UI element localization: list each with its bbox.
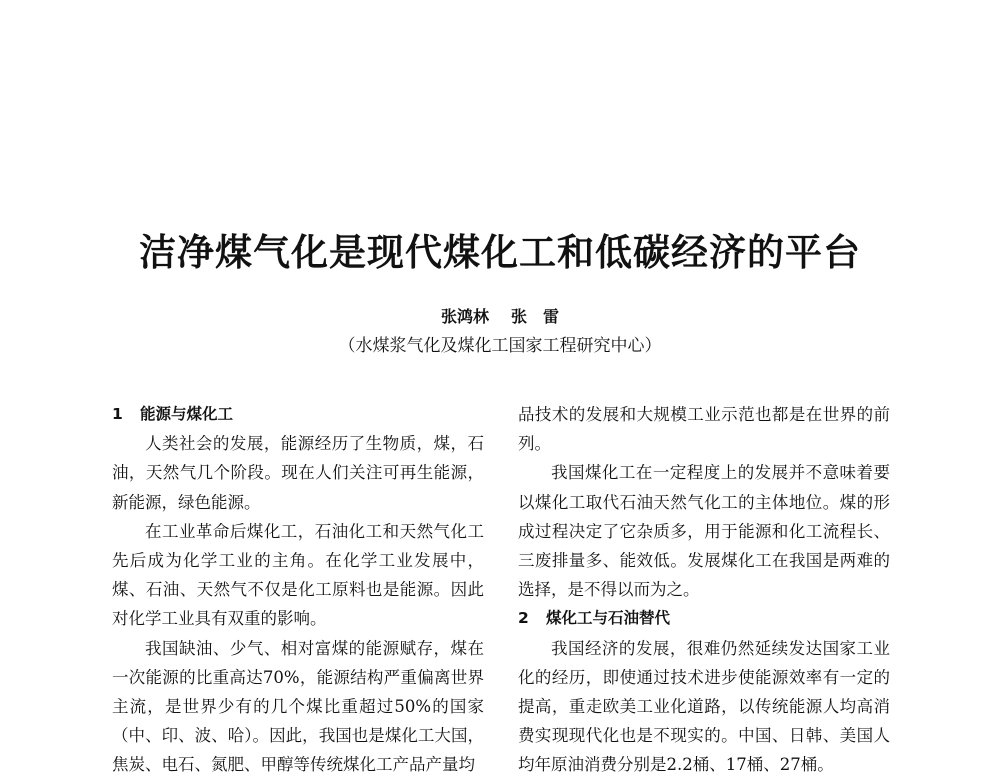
section-heading	[112, 400, 484, 429]
left-column	[112, 400, 484, 780]
paragraph: 我国缺油、少气、相对富煤的能源赋存，煤在一次能源的比重高达70%，能源结构严重偏离世界主流，是世界少有的几个煤比重超过50%的国家（中、印、波、哈）。因此，我国也是煤化工大国，焦炭、电石、氮肥、甲醇等传统煤化工产品产量均	[112, 638, 484, 775]
paragraph: 在工业革命后煤化工，石油化工和天然气化工先后成为化学工业的主角。在化学工业发展中，煤、石油、天然气不仅是化工原料也是能源。因此对化学工业具有双重的影响。	[112, 521, 484, 629]
author-name: 张 雷	[511, 307, 560, 326]
affiliation: （水煤浆气化及煤化工国家工程研究中心）	[338, 336, 662, 356]
paragraph-continuation: 品技术的发展和大规模工业示范也都是在世界的前列。	[518, 405, 890, 454]
right-column	[518, 400, 890, 780]
paragraph: 我国经济的发展，很难仍然延续发达国家工业化的经历，即使通过技术进步使能源效率有一定的提高，重走欧美工业化道路，以传统能源人均高消费实现现代化也是不现实的。中国、日韩、美国人均年原油消费分别是2.2桶、17桶、27桶。	[518, 638, 890, 775]
article-title: 洁净煤气化是现代煤化工和低碳经济的平台	[139, 230, 861, 274]
paragraph: 我国煤化工在一定程度上的发展并不意味着要以煤化工取代石油天然气化工的主体地位。煤的形成过程决定了它杂质多，用于能源和化工流程长、三废排量多、能效低。发展煤化工在我国是两难的选择，是不得以而为之。	[518, 463, 890, 600]
section-number: 1	[112, 405, 123, 423]
section-title: 能源与煤化工	[140, 405, 234, 423]
section-number: 2	[518, 609, 529, 628]
section-title: 煤化工与石油替代	[546, 609, 671, 628]
paragraph: 人类社会的发展，能源经历了生物质，煤，石油，天然气几个阶段。现在人们关注可再生能源，新能源，绿色能源。	[112, 434, 484, 512]
authors	[0, 305, 1000, 329]
section-heading	[518, 604, 890, 633]
author-name: 张鸿林	[440, 307, 489, 326]
